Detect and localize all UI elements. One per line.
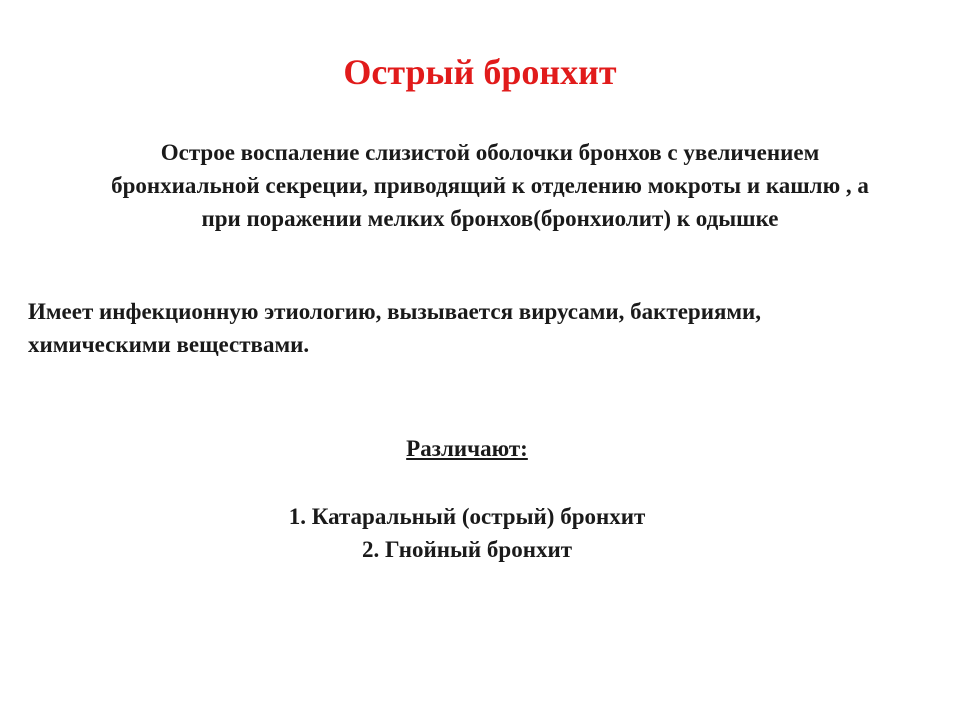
etiology-paragraph — [28, 295, 938, 361]
types-heading: Различают: — [406, 436, 528, 461]
definition-line: бронхиальной секреции, приводящий к отделению мокроты и кашлю , а — [111, 173, 869, 198]
list-item: 1. Катаральный (острый) бронхит — [288, 504, 646, 529]
definition-line: при поражении мелких бронхов(бронхиолит) к одышке — [201, 206, 779, 231]
definition-paragraph — [20, 136, 960, 235]
etiology-line: химическими веществами. — [28, 332, 310, 357]
definition-line: Острое воспаление слизистой оболочки бронхов с увеличением — [160, 140, 820, 165]
list-item: 2. Гнойный бронхит — [361, 537, 573, 562]
types-list — [0, 500, 934, 566]
etiology-line: Имеет инфекционную этиологию, вызывается вирусами, бактериями, — [28, 299, 762, 324]
slide-title: Острый бронхит — [343, 52, 617, 92]
